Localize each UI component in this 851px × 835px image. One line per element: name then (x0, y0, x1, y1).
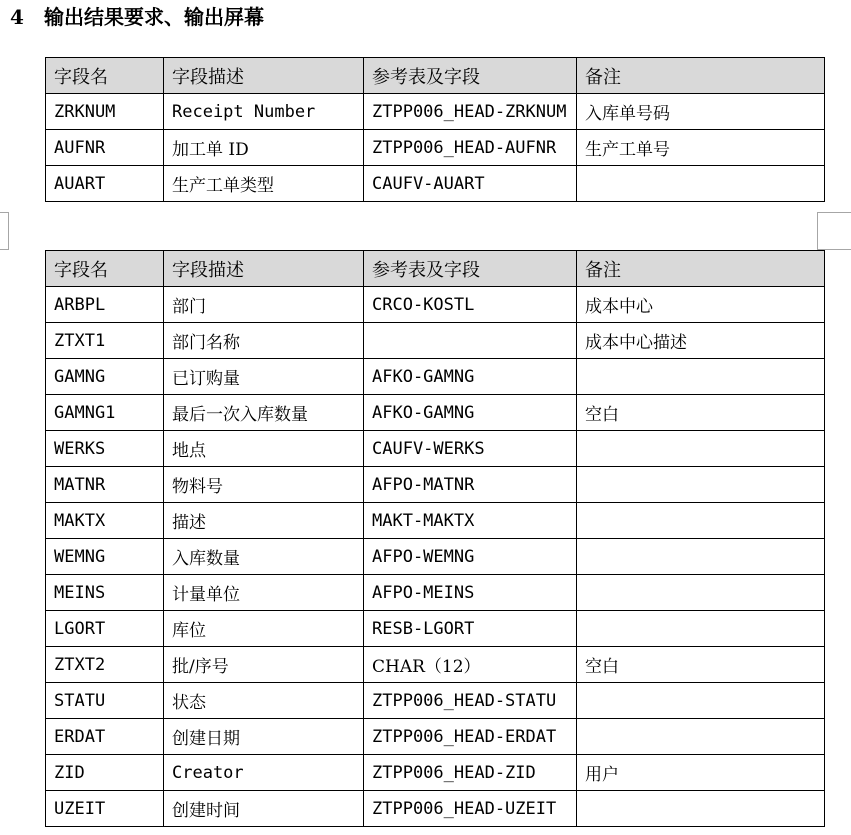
field-table-1 (45, 57, 825, 202)
cell-field-desc: 部门 (164, 287, 364, 323)
cell-ref-field (364, 323, 577, 359)
cell-remark (577, 791, 825, 827)
header-field-desc: 字段描述 (164, 58, 364, 94)
cell-field-desc: Receipt Number (164, 94, 364, 130)
cell-remark (577, 683, 825, 719)
cell-field-desc: 部门名称 (164, 323, 364, 359)
cell-field-name: WERKS (46, 431, 164, 467)
table-row (46, 166, 825, 202)
cell-field-name: ZTXT1 (46, 323, 164, 359)
cell-field-desc: 物料号 (164, 467, 364, 503)
cell-field-desc: 加工单 ID (164, 130, 364, 166)
cell-ref-field: AFPO-MEINS (364, 575, 577, 611)
cell-field-name: STATU (46, 683, 164, 719)
table-row (46, 359, 825, 395)
cell-ref-field: ZTPP006_HEAD-ZID (364, 755, 577, 791)
page-corner-mark-right (817, 212, 851, 250)
cell-remark: 生产工单号 (577, 130, 825, 166)
cell-ref-field: ZTPP006_HEAD-ZRKNUM (364, 94, 577, 130)
cell-remark (577, 539, 825, 575)
cell-field-name: AUART (46, 166, 164, 202)
cell-ref-field: CAUFV-AUART (364, 166, 577, 202)
cell-field-desc: 库位 (164, 611, 364, 647)
cell-remark: 入库单号码 (577, 94, 825, 130)
cell-ref-field: ZTPP006_HEAD-AUFNR (364, 130, 577, 166)
cell-remark (577, 503, 825, 539)
cell-field-desc: 已订购量 (164, 359, 364, 395)
cell-field-desc: 创建时间 (164, 791, 364, 827)
section-heading (10, 3, 264, 31)
cell-field-name: ERDAT (46, 719, 164, 755)
header-field-name: 字段名 (46, 58, 164, 94)
header-remark: 备注 (577, 251, 825, 287)
cell-remark: 用户 (577, 755, 825, 791)
cell-field-desc: 描述 (164, 503, 364, 539)
table-row (46, 647, 825, 683)
cell-field-desc: 生产工单类型 (164, 166, 364, 202)
cell-field-desc: 创建日期 (164, 719, 364, 755)
table-row (46, 755, 825, 791)
table-row (46, 683, 825, 719)
section-number: 4 (10, 5, 24, 29)
cell-field-desc: Creator (164, 755, 364, 791)
table-row (46, 791, 825, 827)
cell-field-name: MEINS (46, 575, 164, 611)
cell-ref-field: ZTPP006_HEAD-ERDAT (364, 719, 577, 755)
field-table-2 (45, 250, 825, 827)
cell-remark: 空白 (577, 395, 825, 431)
header-field-name: 字段名 (46, 251, 164, 287)
header-ref-field: 参考表及字段 (364, 251, 577, 287)
cell-field-name: GAMNG (46, 359, 164, 395)
cell-remark (577, 431, 825, 467)
cell-remark: 成本中心描述 (577, 323, 825, 359)
header-ref-field: 参考表及字段 (364, 58, 577, 94)
table-row (46, 539, 825, 575)
cell-field-name: MAKTX (46, 503, 164, 539)
table-row (46, 575, 825, 611)
cell-field-desc: 状态 (164, 683, 364, 719)
cell-ref-field: AFPO-WEMNG (364, 539, 577, 575)
cell-ref-field: AFKO-GAMNG (364, 395, 577, 431)
cell-remark (577, 166, 825, 202)
cell-field-name: UZEIT (46, 791, 164, 827)
cell-remark (577, 467, 825, 503)
cell-field-desc: 入库数量 (164, 539, 364, 575)
cell-ref-field: AFPO-MATNR (364, 467, 577, 503)
cell-ref-field: ZTPP006_HEAD-STATU (364, 683, 577, 719)
table-header-row (46, 251, 825, 287)
cell-remark (577, 575, 825, 611)
table-row (46, 611, 825, 647)
cell-remark (577, 359, 825, 395)
cell-remark (577, 719, 825, 755)
table-row (46, 467, 825, 503)
table-row (46, 431, 825, 467)
cell-ref-field: CAUFV-WERKS (364, 431, 577, 467)
cell-ref-field: RESB-LGORT (364, 611, 577, 647)
cell-field-name: MATNR (46, 467, 164, 503)
header-field-desc: 字段描述 (164, 251, 364, 287)
cell-ref-field: ZTPP006_HEAD-UZEIT (364, 791, 577, 827)
cell-ref-field: MAKT-MAKTX (364, 503, 577, 539)
cell-field-desc: 批/序号 (164, 647, 364, 683)
table-row (46, 323, 825, 359)
page-corner-mark-left (0, 212, 9, 250)
cell-field-desc: 计量单位 (164, 575, 364, 611)
cell-remark: 成本中心 (577, 287, 825, 323)
header-remark: 备注 (577, 58, 825, 94)
cell-field-desc: 最后一次入库数量 (164, 395, 364, 431)
section-title: 输出结果要求、输出屏幕 (44, 5, 264, 29)
cell-ref-field: CHAR（12） (364, 647, 577, 683)
table-row (46, 719, 825, 755)
cell-remark: 空白 (577, 647, 825, 683)
cell-field-name: ZID (46, 755, 164, 791)
table-row (46, 130, 825, 166)
cell-field-name: WEMNG (46, 539, 164, 575)
table-row (46, 503, 825, 539)
cell-field-name: LGORT (46, 611, 164, 647)
cell-field-name: ZRKNUM (46, 94, 164, 130)
table-row (46, 395, 825, 431)
cell-field-name: GAMNG1 (46, 395, 164, 431)
table-row (46, 287, 825, 323)
cell-ref-field: CRCO-KOSTL (364, 287, 577, 323)
cell-field-name: ZTXT2 (46, 647, 164, 683)
cell-ref-field: AFKO-GAMNG (364, 359, 577, 395)
cell-field-desc: 地点 (164, 431, 364, 467)
table-row (46, 94, 825, 130)
cell-remark (577, 611, 825, 647)
cell-field-name: ARBPL (46, 287, 164, 323)
cell-field-name: AUFNR (46, 130, 164, 166)
table-header-row (46, 58, 825, 94)
